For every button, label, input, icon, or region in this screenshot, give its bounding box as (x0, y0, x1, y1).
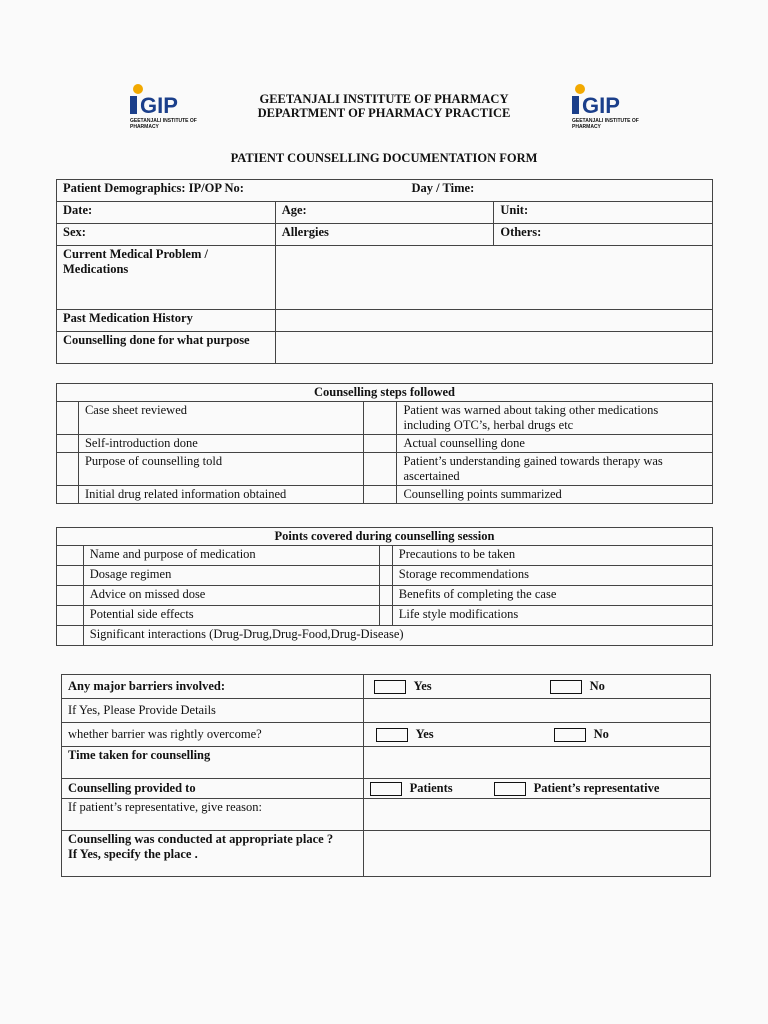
current-problem-label: Current Medical Problem / Medications (57, 246, 276, 310)
allergies-field[interactable]: Allergies (275, 224, 494, 246)
points-title: Points covered during counselling session (57, 528, 713, 546)
time-taken-field[interactable] (363, 747, 710, 779)
others-field[interactable]: Others: (494, 224, 713, 246)
time-taken-label: Time taken for counselling (62, 747, 364, 779)
institute-logo-left (128, 82, 208, 132)
point-label: Dosage regimen (83, 566, 379, 586)
point-checkbox[interactable] (379, 566, 392, 586)
step-checkbox[interactable] (57, 486, 79, 504)
current-problem-field[interactable] (275, 246, 712, 310)
point-label: Name and purpose of medication (83, 546, 379, 566)
point-label: Benefits of completing the case (392, 586, 712, 606)
step-checkbox[interactable] (363, 453, 397, 486)
overcome-no-checkbox[interactable] (554, 728, 586, 742)
point-label: Significant interactions (Drug-Drug,Drug-Food,Drug-Disease) (83, 626, 712, 646)
date-field[interactable]: Date: (57, 202, 276, 224)
point-label: Storage recommendations (392, 566, 712, 586)
point-label: Advice on missed dose (83, 586, 379, 606)
barrier-yes-checkbox[interactable] (374, 680, 406, 694)
point-checkbox[interactable] (57, 546, 84, 566)
step-label: Patient was warned about taking other medications including OTC’s, herbal drugs etc (397, 402, 713, 435)
demographics-table (56, 179, 713, 364)
patient-row (57, 180, 713, 202)
place-question: Counselling was conducted at appropriate place ? (68, 832, 334, 846)
purpose-label: Counselling done for what purpose (57, 332, 276, 364)
svg-text:GEETANJALI INSTITUTE OF: GEETANJALI INSTITUTE OF (572, 118, 639, 124)
barrier-no-checkbox[interactable] (550, 680, 582, 694)
step-checkbox[interactable] (57, 453, 79, 486)
point-label: Potential side effects (83, 606, 379, 626)
step-checkbox[interactable] (363, 435, 397, 453)
unit-field[interactable]: Unit: (494, 202, 713, 224)
reason-field[interactable] (363, 799, 710, 831)
ip-op-label: Patient Demographics: IP/OP No: (63, 181, 244, 195)
point-checkbox[interactable] (379, 586, 392, 606)
reason-label: If patient’s representative, give reason: (62, 799, 364, 831)
step-label: Self-introduction done (78, 435, 363, 453)
steps-title: Counselling steps followed (57, 384, 713, 402)
point-checkbox[interactable] (57, 566, 84, 586)
details-label: If Yes, Please Provide Details (62, 699, 364, 723)
purpose-field[interactable] (275, 332, 712, 364)
step-checkbox[interactable] (363, 402, 397, 435)
step-label: Initial drug related information obtained (78, 486, 363, 504)
point-label: Precautions to be taken (392, 546, 712, 566)
major-barriers-label: Any major barriers involved: (62, 675, 364, 699)
points-covered-table (56, 527, 713, 646)
overcome-yes-checkbox[interactable] (376, 728, 408, 742)
representative-label: Patient’s representative (533, 781, 660, 795)
barriers-table (61, 674, 711, 877)
overcome-label: whether barrier was rightly overcome? (62, 723, 364, 747)
point-checkbox[interactable] (379, 606, 392, 626)
patients-label: Patients (409, 781, 453, 795)
place-specify: If Yes, specify the place . (68, 847, 198, 861)
step-label: Actual counselling done (397, 435, 713, 453)
step-label: Purpose of counselling told (78, 453, 363, 486)
patients-checkbox[interactable] (370, 782, 402, 796)
institute-name: GEETANJALI INSTITUTE OF PHARMACY (259, 92, 509, 106)
svg-text:GIP: GIP (582, 93, 620, 118)
svg-text:GIP: GIP (140, 93, 178, 118)
barrier-no-label: No (589, 679, 605, 693)
form-title: PATIENT COUNSELLING DOCUMENTATION FORM (230, 151, 538, 165)
representative-checkbox[interactable] (494, 782, 526, 796)
step-label: Case sheet reviewed (78, 402, 363, 435)
svg-text:GEETANJALI INSTITUTE OF: GEETANJALI INSTITUTE OF (130, 118, 197, 124)
step-checkbox[interactable] (57, 435, 79, 453)
point-checkbox[interactable] (379, 546, 392, 566)
place-label-cell (62, 831, 364, 877)
point-checkbox[interactable] (57, 586, 84, 606)
sex-field[interactable]: Sex: (57, 224, 276, 246)
step-checkbox[interactable] (363, 486, 397, 504)
overcome-no-label: No (593, 727, 609, 741)
department-name: DEPARTMENT OF PHARMACY PRACTICE (257, 106, 511, 120)
barrier-yes-label: Yes (413, 679, 432, 693)
step-label: Patient’s understanding gained towards therapy was ascertained (397, 453, 713, 486)
age-field[interactable]: Age: (275, 202, 494, 224)
step-label: Counselling points summarized (397, 486, 713, 504)
overcome-yes-label: Yes (415, 727, 434, 741)
past-history-field[interactable] (275, 310, 712, 332)
step-checkbox[interactable] (57, 402, 79, 435)
place-field[interactable] (363, 831, 710, 877)
svg-text:PHARMACY: PHARMACY (572, 124, 601, 130)
point-label: Life style modifications (392, 606, 712, 626)
day-time-label: Day / Time: (411, 181, 475, 195)
point-checkbox[interactable] (57, 626, 84, 646)
past-history-label: Past Medication History (57, 310, 276, 332)
counselling-steps-table (56, 383, 713, 504)
institute-logo-right (570, 82, 650, 132)
point-checkbox[interactable] (57, 606, 84, 626)
details-field[interactable] (363, 699, 710, 723)
svg-text:PHARMACY: PHARMACY (130, 124, 159, 130)
provided-to-label: Counselling provided to (62, 779, 364, 799)
